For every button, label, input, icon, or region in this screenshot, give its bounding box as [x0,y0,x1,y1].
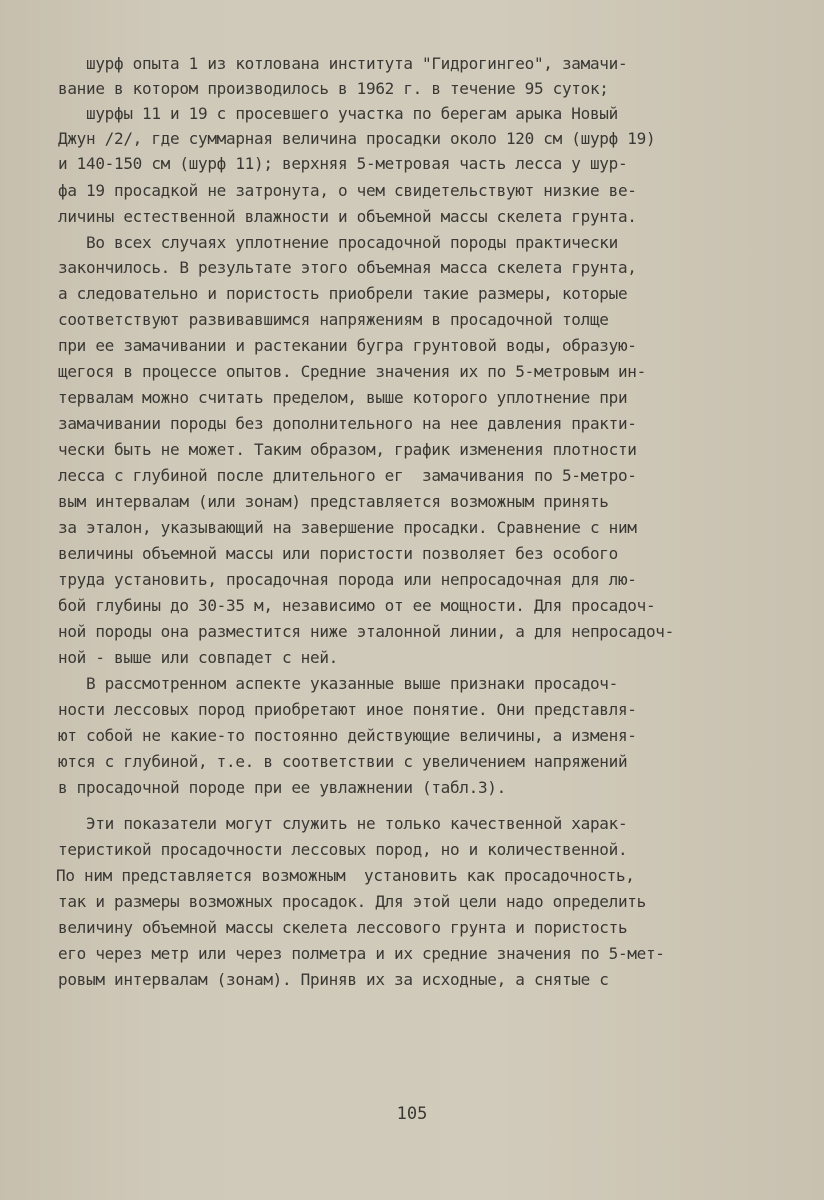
text-line: ют собой не какие-то постоянно действующие величины, а изменя- [58,726,637,745]
text-line: тервалам можно считать пределом, выше которого уплотнение при [58,388,628,407]
text-line: ются с глубиной, т.е. в соответствии с увеличением напряжений [58,752,628,771]
text-line: ровым интервалам (зонам). Приняв их за исходные, а снятые с [58,970,609,989]
text-line: а следовательно и пористость приобрели такие размеры, которые [58,284,628,303]
text-line: вым интервалам (или зонам) представляется возможным принять [58,492,609,511]
text-line: так и размеры возможных просадок. Для этой цели надо определить [58,892,646,911]
text-line: шурфы 11 и 19 с просевшего участка по берегам арыка Новый [58,104,618,123]
text-line: шурф опыта 1 из котлована института "Гидрогингео", замачи- [58,54,628,73]
text-line: его через метр или через полметра и их средние значения по 5-мет- [58,944,665,963]
text-line: Эти показатели могут служить не только качественной харак- [58,814,628,833]
text-line: теристикой просадочности лессовых пород, но и количественной. [58,840,628,859]
text-line: при ее замачивании и растекании бугра грунтовой воды, образую- [58,336,637,355]
text-line: лесса с глубиной после длительного ег замачивания по 5-метро- [58,466,637,485]
text-line: личины естественной влажности и объемной массы скелета грунта. [58,207,637,226]
text-line: труда установить, просадочная порода или непросадочная для лю- [58,570,637,589]
text-line: в просадочной породе при ее увлажнении (табл.3). [58,778,506,797]
text-line: В рассмотренном аспекте указанные выше признаки просадоч- [58,674,618,693]
text-line: фа 19 просадкой не затронута, о чем свидетельствуют низкие ве- [58,181,637,200]
text-line: ной - выше или совпадет с ней. [58,648,338,667]
text-line: чески быть не может. Таким образом, график изменения плотности [58,440,637,459]
text-line: за эталон, указывающий на завершение просадки. Сравнение с ним [58,518,637,537]
text-line: Во всех случаях уплотнение просадочной породы практически [58,233,618,252]
text-line: По ним представляется возможным установить как просадочность, [56,866,635,885]
text-line: бой глубины до 30-35 м, независимо от ее мощности. Для просадоч- [58,596,656,615]
text-line: вание в котором производилось в 1962 г. в течение 95 суток; [58,79,609,98]
text-line: ности лессовых пород приобретают иное понятие. Они представля- [58,700,637,719]
text-line: закончилось. В результате этого объемная масса скелета грунта, [58,258,637,277]
text-line: и 140-150 см (шурф 11); верхняя 5-метровая часть лесса у шур- [58,154,628,173]
text-line: замачивании породы без дополнительного на нее давления практи- [58,414,637,433]
text-line: соответствуют развивавшимся напряжениям в просадочной толще [58,310,609,329]
text-line: щегося в процессе опытов. Средние значения их по 5-метровым ин- [58,362,646,381]
text-line: величины объемной массы или пористости позволяет без особого [58,544,618,563]
page-number: 105 [396,1104,428,1124]
text-line: ной породы она разместится ниже эталонной линии, а для непросадоч- [58,622,674,641]
text-line: величину объемной массы скелета лессового грунта и пористость [58,918,628,937]
text-line: Джун /2/, где суммарная величина просадки около 120 см (шурф 19) [58,129,656,148]
